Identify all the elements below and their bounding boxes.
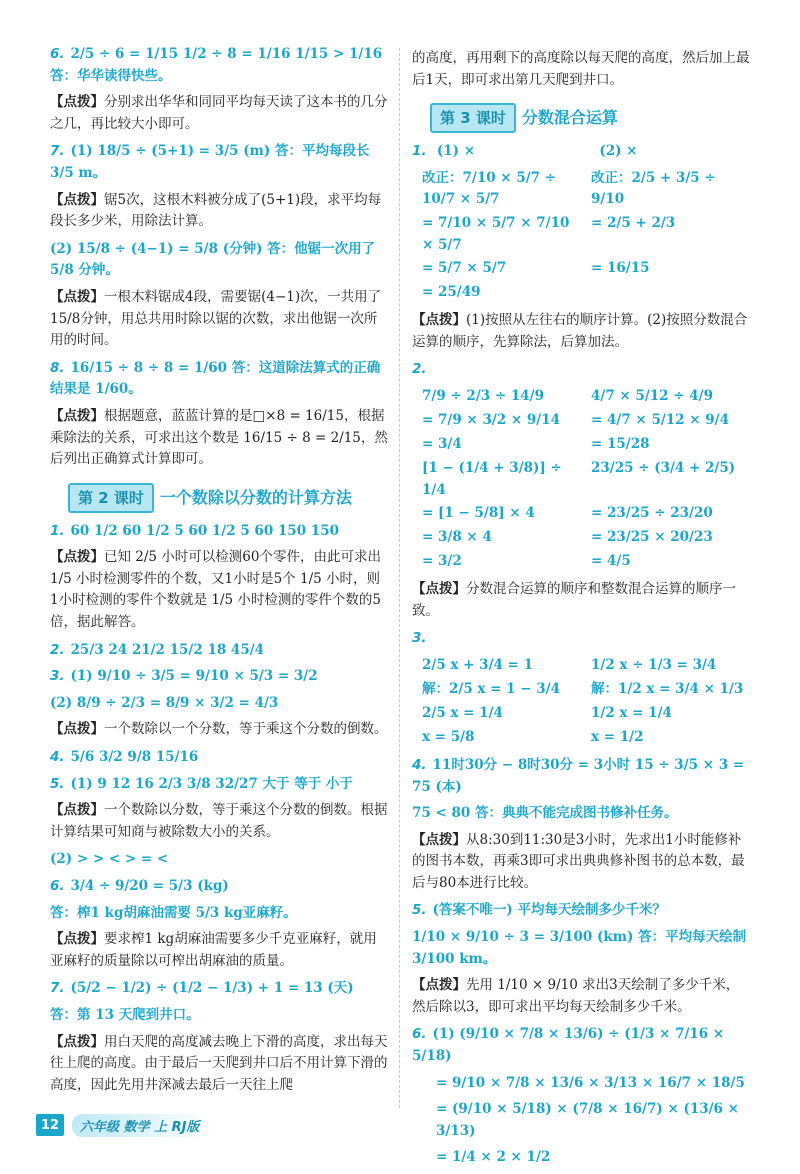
l2-q1-hint: 【点拨】已知 2/5 小时可以检测60个零件，由此可求出 1/5 小时检测零件的个数，又1小时是5个 1/5 小时，则1小时检测的零件个数就是 1/5 小时检测的零件个数的5倍，据此解答。 xyxy=(50,549,381,631)
l2-q3-hint: 【点拨】一个数除以一个分数，等于乘这个分数的倒数。 xyxy=(50,721,388,738)
math-line: = 7/10 × 5/7 × 7/10 × 5/7 xyxy=(422,214,570,253)
math-line: = 4/7 × 5/12 × 9/4 xyxy=(591,411,729,428)
q8: 8. 16/15 ÷ 8 ÷ 8 = 1/60 答：这道除法算式的正确结果是 1/60。 xyxy=(50,359,381,398)
r-q1-hint: 【点拨】(1)按照从左往右的顺序计算。(2)按照分数混合运算的顺序，先算除法，后算加法。 xyxy=(412,312,748,350)
l2-q2: 2. 25/3 24 21/2 15/2 18 45/4 xyxy=(50,641,265,658)
right-column xyxy=(412,44,750,1174)
q6-hint: 【点拨】分别求出华华和同同平均每天读了这本书的几分之几，再比较大小即可。 xyxy=(50,94,388,132)
math-line: = 16/15 xyxy=(591,260,650,277)
lesson-2-badge: 第 2 课时 xyxy=(68,483,154,513)
math-line: [1 − (1/4 + 3/8)] ÷ 1/4 xyxy=(422,459,562,498)
math-line: 解：2/5 x = 1 − 3/4 xyxy=(422,680,560,697)
math-line: 改正：2/5 + 3/5 ÷ 9/10 xyxy=(591,169,716,208)
math-line: = 3/2 xyxy=(422,553,462,570)
math-line: = 3/8 × 4 xyxy=(422,529,492,546)
math-line: 7/9 ÷ 2/3 ÷ 14/9 xyxy=(422,387,544,404)
l2-q7: 7. (5/2 − 1/2) ÷ (1/2 − 1/3) + 1 = 13 (天) xyxy=(50,980,354,997)
math-line: = 5/7 × 5/7 xyxy=(422,260,507,277)
q7b-hint: 【点拨】一根木料锯成4段，需要锯(4−1)次，一共用了15/8分钟，用总共用时除以锯的次数，求出他锯一次所用的时间。 xyxy=(50,288,382,349)
r-q4-hint: 【点拨】从8:30到11:30是3小时，先求出1小时能修补的图书本数，再乘3即可求出典典修补图书的总本数，最后与80本进行比较。 xyxy=(412,831,745,891)
lesson-2-header xyxy=(68,483,352,513)
l2-q7-hint: 【点拨】用白天爬的高度减去晚上下滑的高度，求出每天往上爬的高度。由于最后一天爬到井口后不用计算下滑的高度，因此先用井深减去最后一天往上爬 xyxy=(50,1033,388,1093)
r-q3-work xyxy=(422,655,750,749)
l2-q5b: (2) > > < > = < xyxy=(50,851,169,868)
l2-q5-hint: 【点拨】一个数除以分数，等于乘这个分数的倒数。根据计算结果可知商与被除数大小的关系。 xyxy=(50,802,388,840)
math-line: = [1 − 5/8] × 4 xyxy=(422,505,535,522)
lesson-3-header xyxy=(430,103,618,133)
math-line: 改正：7/10 × 5/7 ÷ 10/7 × 5/7 xyxy=(422,169,557,208)
r-q5-hint: 【点拨】先用 1/10 × 9/10 求出3天绘制了多少千米，然后除以3，即可求出平均每天绘制多少千米。 xyxy=(412,977,740,1015)
r-q4: 4. 11时30分 − 8时30分 = 3小时 15 ÷ 3/5 × 3 = 75 (本) xyxy=(412,756,745,795)
math-line: = 9/10 × 7/8 × 13/6 × 3/13 × 16/7 × 18/5 xyxy=(436,1074,745,1091)
math-line: 4/7 × 5/12 ÷ 4/9 xyxy=(591,387,713,404)
left-column xyxy=(50,44,388,1102)
l2-q6-hint: 【点拨】要求榨1 kg胡麻油需要多少千克亚麻籽，就用亚麻籽的质量除以可榨出胡麻油的质量。 xyxy=(50,931,377,969)
lesson-3-title: 分数混合运算 xyxy=(521,108,618,128)
math-line: = 1/4 × 2 × 1/2 xyxy=(436,1149,551,1166)
column-divider xyxy=(399,48,400,1108)
lesson-3-badge: 第 3 课时 xyxy=(430,103,516,133)
l2-q3b: (2) 8/9 ÷ 2/3 = 8/9 × 3/2 = 4/3 xyxy=(50,694,279,711)
math-line: 2/5 x = 1/4 xyxy=(422,704,503,721)
l2-q3a: 3. (1) 9/10 ÷ 3/5 = 9/10 × 5/3 = 3/2 xyxy=(50,668,318,685)
r-q5-equation: 1/10 × 9/10 ÷ 3 = 3/100 (km) 答：平均每天绘制 3/100 km。 xyxy=(412,929,747,967)
q8-hint: 【点拨】根据题意，蓝蓝计算的是□×8 = 16/15，根据乘除法的关系，可求出这个数是 16/15 ÷ 8 = 2/15，然后列出正确算式计算即可。 xyxy=(50,407,388,468)
l2-q4: 4. 5/6 3/2 9/8 15/16 xyxy=(50,749,199,766)
math-line: = 25/49 xyxy=(422,284,481,301)
math-line: x = 5/8 xyxy=(422,728,475,745)
r-q6: 6. (1) (9/10 × 7/8 × 13/6) ÷ (1/3 × 7/16 × 5/18) xyxy=(412,1026,725,1065)
math-line: 解：1/2 x = 3/4 × 1/3 xyxy=(591,680,744,697)
q7a: 7. (1) 18/5 ÷ (5+1) = 3/5 (m) 答：平均每段长 3/5 m。 xyxy=(50,143,370,181)
math-line: = 15/28 xyxy=(591,435,650,452)
q7b: (2) 15/8 ÷ (4−1) = 5/8 (分钟) 答：他锯一次用了 5/8 分钟。 xyxy=(50,240,376,279)
r-q2-work xyxy=(422,386,750,573)
math-line: = 2/5 + 2/3 xyxy=(591,214,676,231)
math-line: 23/25 ÷ (3/4 + 2/5) xyxy=(591,459,736,476)
page-footer xyxy=(36,1112,215,1138)
r-q4-answer: 75 < 80 答：典典不能完成图书修补任务。 xyxy=(412,805,678,822)
l2-q7-hint-continued: 的高度，再用剩下的高度除以每天爬的高度，然后加上最后1天，即可求出第几天爬到井口。 xyxy=(412,50,750,88)
l2-q6: 6. 3/4 ÷ 9/20 = 5/3 (kg) xyxy=(50,878,229,894)
math-line: 1/2 x = 1/4 xyxy=(591,704,672,721)
l2-q6-answer: 答：榨1 kg胡麻油需要 5/3 kg亚麻籽。 xyxy=(50,904,297,921)
r-q3: 3. xyxy=(412,630,427,647)
r-q2-hint: 【点拨】分数混合运算的顺序和整数混合运算的顺序一致。 xyxy=(412,581,736,619)
math-line: = 3/4 xyxy=(422,435,462,452)
book-brand: 六年级 数学 上 RJ版 xyxy=(72,1114,215,1137)
math-line: = 23/25 ÷ 23/20 xyxy=(591,505,713,522)
r-q1: 1. (1) × (2) × xyxy=(412,143,638,160)
math-line xyxy=(591,282,750,304)
math-line: = 7/9 × 3/2 × 9/14 xyxy=(422,411,560,428)
r-q5: 5. (答案不唯一) 平均每天绘制多少千米？ xyxy=(412,902,667,919)
r-q2: 2. xyxy=(412,361,427,378)
math-line: 1/2 x ÷ 1/3 = 3/4 xyxy=(591,656,717,673)
page-number: 12 xyxy=(36,1114,64,1136)
q6: 6. 2/5 ÷ 6 = 1/15 1/2 ÷ 8 = 1/16 1/15 > 1/16 答：华华读得快些。 xyxy=(50,46,383,84)
q7a-hint: 【点拨】锯5次，这根木料被分成了(5+1)段，求平均每段长多少米，用除法计算。 xyxy=(50,191,382,230)
l2-q5: 5. (1) 9 12 16 2/3 3/8 32/27 大于 等于 小于 xyxy=(50,775,353,792)
lesson-2-title: 一个数除以分数的计算方法 xyxy=(159,487,352,507)
r-q1-work xyxy=(422,168,750,304)
math-line: 2/5 x + 3/4 = 1 xyxy=(422,656,533,673)
math-line: = (9/10 × 5/18) × (7/8 × 16/7) × (13/6 × 3/13) xyxy=(436,1101,739,1139)
l2-q7-answer: 答：第 13 天爬到井口。 xyxy=(50,1006,200,1023)
math-line: x = 1/2 xyxy=(591,728,644,745)
l2-q1: 1. 60 1/2 60 1/2 5 60 1/2 5 60 150 150 xyxy=(50,522,339,539)
math-line: = 23/25 × 20/23 xyxy=(591,529,713,546)
math-line: = 4/5 xyxy=(591,553,631,570)
